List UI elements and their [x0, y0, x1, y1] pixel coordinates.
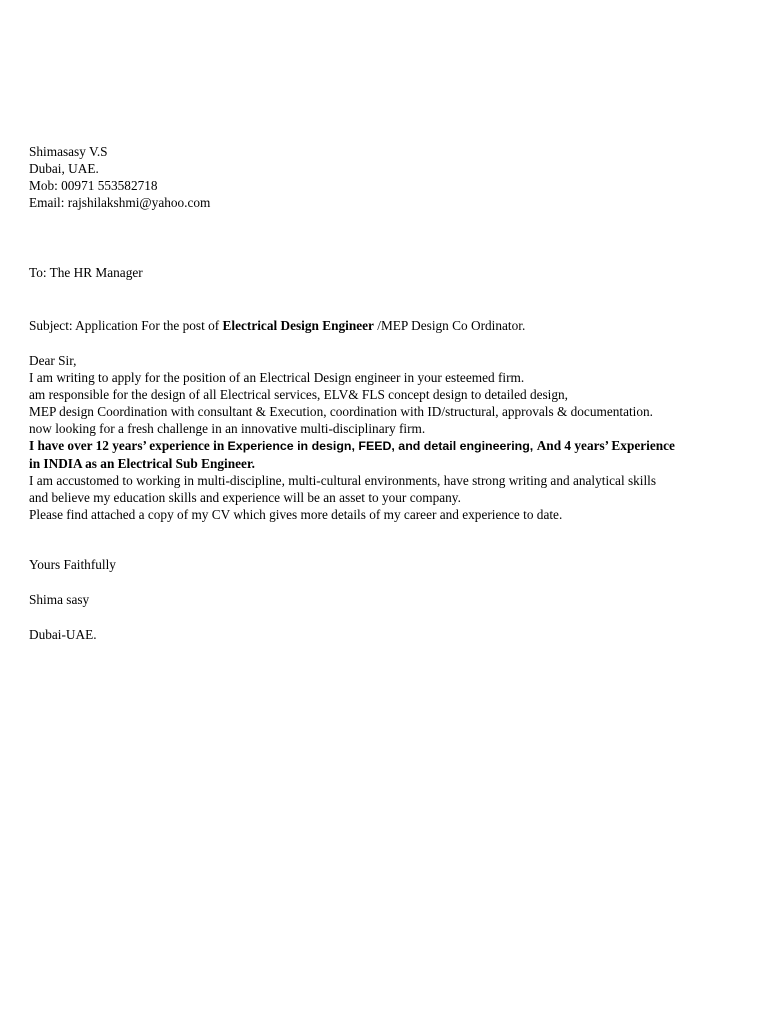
signature — [29, 591, 739, 608]
sender-email: Email: rajshilakshmi@yahoo.com — [29, 195, 211, 210]
valediction — [29, 556, 739, 573]
experience-part-c: And 4 years’ Experience — [536, 438, 675, 453]
salutation: Dear Sir, — [29, 353, 77, 368]
valediction-line: Yours Faithfully — [29, 557, 116, 572]
closing-place-line: Dubai-UAE. — [29, 627, 97, 642]
letter-body — [29, 352, 739, 523]
closing-place — [29, 626, 739, 643]
experience-line-2: in INDIA as an Electrical Sub Engineer. — [29, 456, 255, 471]
signature-name: Shima sasy — [29, 592, 90, 607]
sender-name: Shimasasy V.S — [29, 144, 108, 159]
experience-line-1 — [29, 437, 739, 455]
subject — [29, 317, 739, 334]
recipient — [29, 264, 739, 281]
sender-address — [29, 143, 739, 211]
subject-line — [29, 317, 739, 334]
body-line-2: am responsible for the design of all Electrical services, ELV& FLS concept design to detailed design, — [29, 387, 568, 402]
sender-mobile: Mob: 00971 553582718 — [29, 178, 158, 193]
body-line-1: I am writing to apply for the position of an Electrical Design engineer in your esteemed firm. — [29, 370, 525, 385]
subject-position: Electrical Design Engineer — [222, 318, 374, 333]
subject-suffix: /MEP Design Co Ordinator. — [373, 318, 526, 333]
body-line-3: MEP design Coordination with consultant & Execution, coordination with ID/structural, approvals & documentation. — [29, 404, 653, 419]
experience-part-b: Experience in design, FEED, and detail engineering, — [227, 439, 537, 453]
sender-location: Dubai, UAE. — [29, 161, 99, 176]
subject-prefix: Subject: Application For the post of — [29, 318, 223, 333]
experience-part-a: I have over 12 years’ experience in — [29, 438, 228, 453]
body-line-4: now looking for a fresh challenge in an innovative multi-disciplinary firm. — [29, 421, 426, 436]
body-line-6: and believe my education skills and experience will be an asset to your company. — [29, 490, 461, 505]
body-line-7: Please find attached a copy of my CV which gives more details of my career and experience to date. — [29, 507, 563, 522]
body-line-5: I am accustomed to working in multi-discipline, multi-cultural environments, have strong writing and analytical skills — [29, 473, 657, 488]
recipient-line: To: The HR Manager — [29, 265, 143, 280]
